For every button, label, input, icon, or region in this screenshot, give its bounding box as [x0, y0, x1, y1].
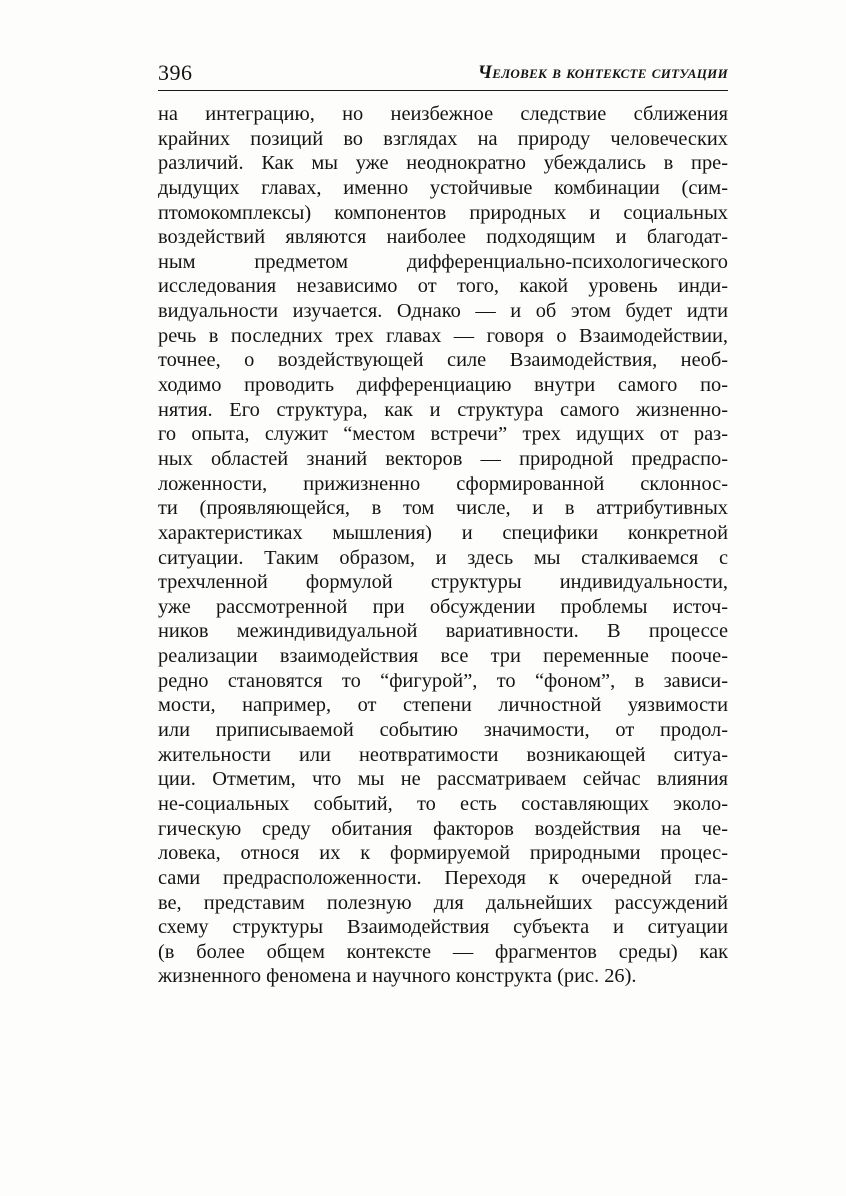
text-line: характеристиках мышления) и специфики конкретной: [158, 521, 728, 544]
page-number: 396: [158, 60, 193, 85]
text-line: не-социальных событий, то есть составляющих эколо-: [158, 792, 728, 815]
body-text: [158, 102, 728, 989]
text-line: трехчленной формулой структуры индивидуальности,: [158, 571, 728, 594]
text-line: гическую среду обитания факторов воздействия на че-: [158, 817, 728, 840]
text-line: воздействий являются наиболее подходящим и благодат-: [158, 226, 728, 249]
text-line: исследования независимо от того, какой уровень инди-: [158, 275, 728, 298]
text-line: ников межиндивидуальной вариативности. В процессе: [158, 620, 728, 643]
text-line: или приписываемой событию значимости, от продол-: [158, 719, 728, 742]
text-line: точнее, о воздействующей силе Взаимодействия, необ-: [158, 349, 728, 372]
text-line: видуальности изучается. Однако — и об этом будет идти: [158, 300, 728, 323]
text-line: ных областей знаний векторов — природной предраспо-: [158, 447, 728, 470]
text-line: ве, представим полезную для дальнейших рассуждений: [158, 891, 728, 914]
page-header: [158, 56, 728, 91]
text-line: (в более общем контексте — фрагментов среды) как: [158, 940, 728, 963]
text-line: птомокомплексы) компонентов природных и социальных: [158, 201, 728, 224]
text-line: реализации взаимодействия все три переменные пооче-: [158, 645, 728, 668]
text-line: дыдущих главах, именно устойчивые комбинации (сим-: [158, 176, 728, 199]
text-line: ным предметом дифференциально-психологического: [158, 250, 728, 273]
text-line: жизненного феномена и научного конструкта (рис. 26).: [158, 965, 637, 988]
text-line: схему структуры Взаимодействия субъекта и ситуации: [158, 916, 728, 939]
text-line: нятия. Его структура, как и структура самого жизненно-: [158, 398, 728, 421]
text-line: речь в последних трех главах — говоря о Взаимодействии,: [158, 324, 728, 347]
text-line: уже рассмотренной при обсуждении проблемы источ-: [158, 595, 728, 618]
text-line: различий. Как мы уже неоднократно убеждались в пре-: [158, 152, 728, 175]
text-line: мости, например, от степени личностной уязвимости: [158, 694, 728, 717]
running-title: Человек в контексте ситуации: [477, 62, 728, 83]
text-line: ходимо проводить дифференциацию внутри самого по-: [158, 374, 728, 397]
text-line: ции. Отметим, что мы не рассматриваем сейчас влияния: [158, 768, 728, 791]
text-line: ловека, относя их к формируемой природными процес-: [158, 842, 728, 865]
text-line: сами предрасположенности. Переходя к очередной гла-: [158, 866, 728, 889]
text-line: на интеграцию, но неизбежное следствие сближения: [158, 103, 728, 125]
text-line: крайних позиций во взглядах на природу человеческих: [158, 127, 728, 150]
text-line: го опыта, служит “местом встречи” трех идущих от раз-: [158, 423, 728, 446]
text-line: ти (проявляющейся, в том числе, и в аттрибутивных: [158, 497, 728, 520]
text-line: жительности или неотвратимости возникающей ситуа-: [158, 743, 728, 766]
text-line: ситуации. Таким образом, и здесь мы сталкиваемся с: [158, 546, 728, 569]
text-line: ложенности, прижизненно сформированной склоннос-: [158, 472, 728, 495]
text-line: редно становятся то “фигурой”, то “фоном”, в зависи-: [158, 669, 728, 692]
